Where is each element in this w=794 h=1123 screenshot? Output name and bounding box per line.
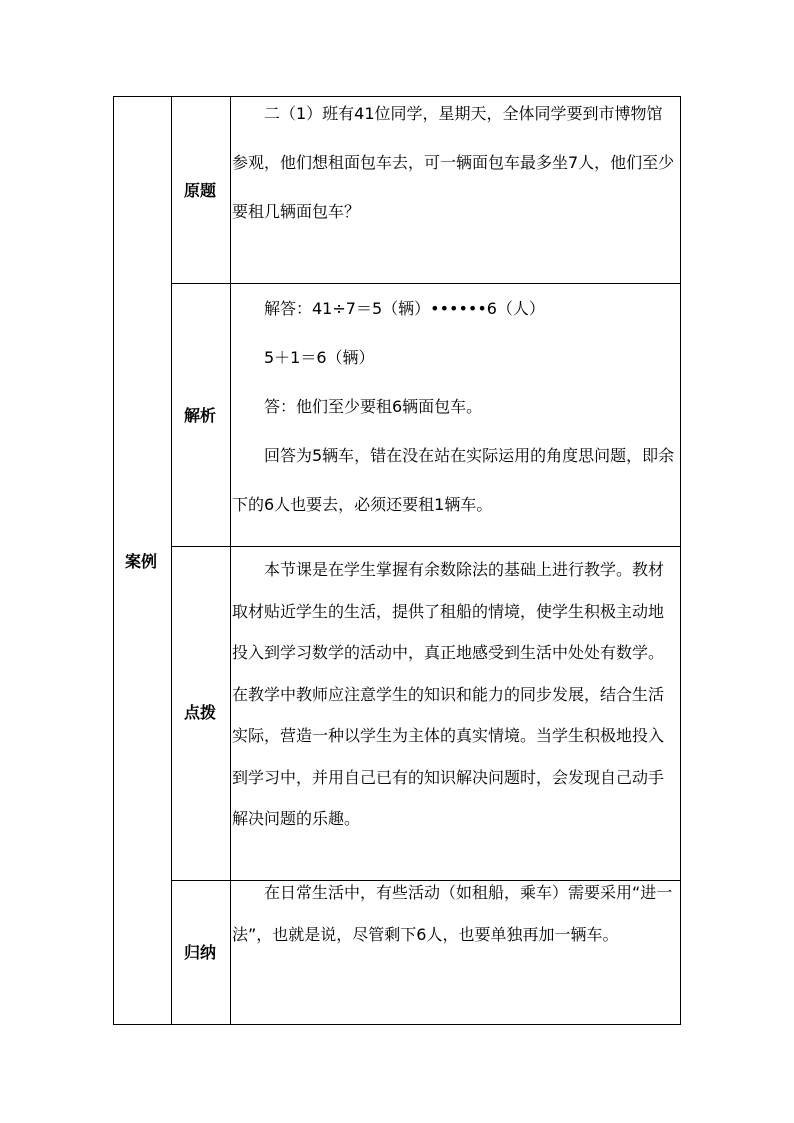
paragraph: 5＋1＝6（辆） <box>264 348 375 367</box>
tips-text <box>232 549 676 840</box>
paragraph: 二（1）班有41位同学，星期天，全体同学要到市博物馆参观，他们想租面包车去，可一辆面包车最多坐7人，他们至少要租几辆面包车？ <box>232 104 675 221</box>
paragraph: 回答为5辆车，错在没在站在实际运用的角度思问题，即余下的6人也要去，必须还要租1辆车。 <box>232 446 675 514</box>
original-problem-text <box>232 89 676 236</box>
analysis-text <box>232 284 676 529</box>
column-divider <box>171 97 172 1024</box>
row-divider <box>172 546 680 547</box>
paragraph: 答：他们至少要租6辆面包车。 <box>264 397 483 416</box>
summary-text <box>232 872 676 955</box>
column-divider <box>230 97 231 1024</box>
row-label-tips: 点拨 <box>184 703 217 722</box>
paragraph: 在日常生活中，有些活动（如租船，乘车）需要采用“进一法”，也就是说，尽管剩下6人，也要单独再加一辆车。 <box>232 883 673 944</box>
row-label-analysis: 解析 <box>184 406 217 425</box>
row-label-summary: 归纳 <box>184 943 217 962</box>
case-label: 案例 <box>125 552 158 571</box>
row-label-original-problem: 原题 <box>184 181 217 200</box>
paragraph: 解答：41÷7＝5（辆）••••••6（人） <box>264 299 545 318</box>
case-table <box>113 96 681 1025</box>
paragraph: 本节课是在学生掌握有余数除法的基础上进行教学。教材取材贴近学生的生活，提供了租船的情境，使学生积极主动地投入到学习数学的活动中，真正地感受到生活中处处有数学。在教学中教师应注意学生的知识和能力的同步发展，结合生活实际，营造一种以学生为主体的真实情境。当学生积极地投入到学习中，并用自己已有的知识解决问题时，会发现自己动手解决问题的乐趣。 <box>232 560 665 828</box>
